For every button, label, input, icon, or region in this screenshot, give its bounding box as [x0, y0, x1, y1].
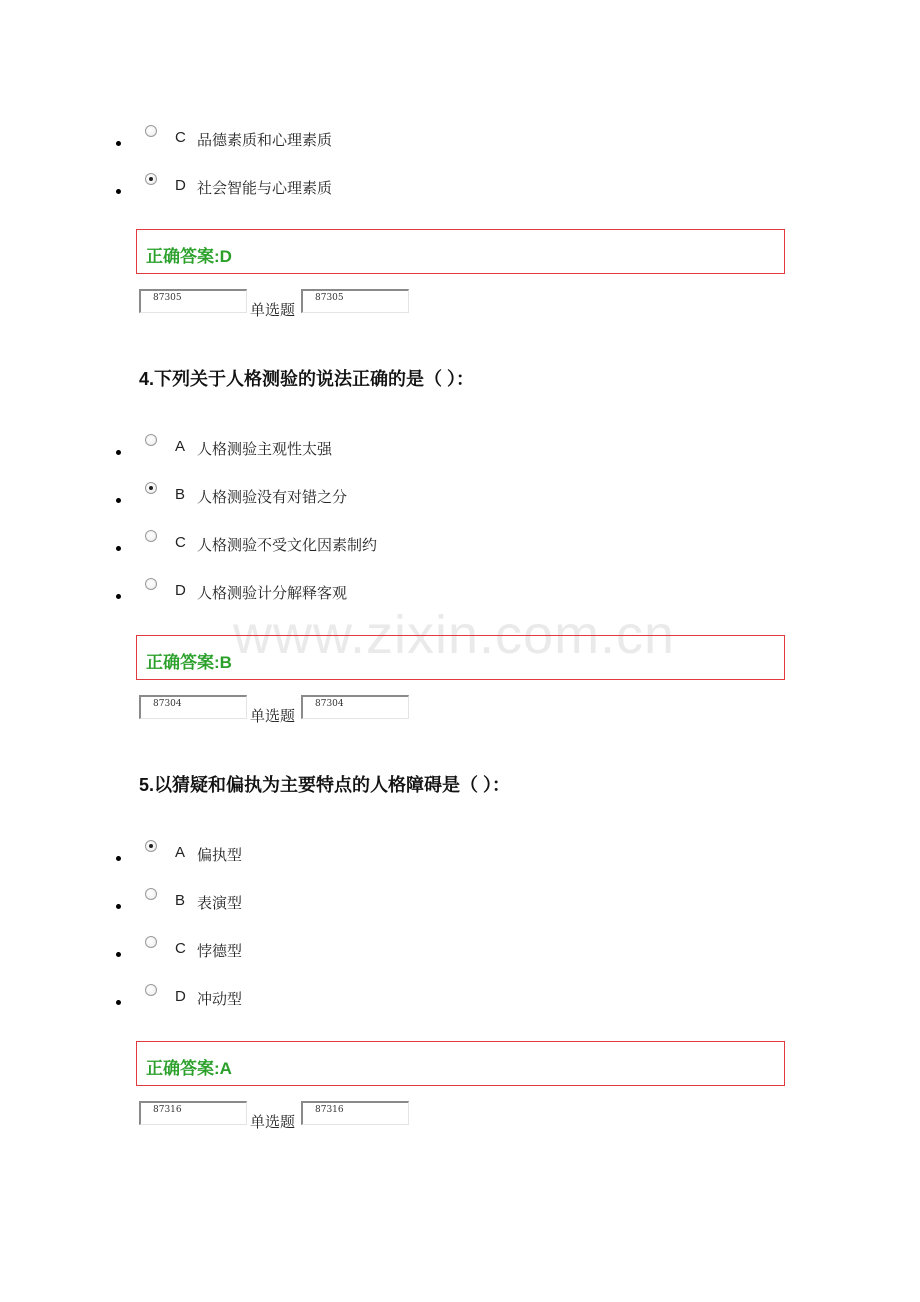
- watermark: www.zixin.com.cn: [233, 605, 676, 665]
- option-text: 冲动型: [197, 990, 243, 1008]
- option-row: [0, 131, 700, 161]
- radio-button[interactable]: [145, 434, 157, 446]
- question-id-row: [139, 1101, 419, 1131]
- option-row: [0, 846, 700, 876]
- radio-button[interactable]: [145, 936, 157, 948]
- option-text: 人格测验不受文化因素制约: [197, 536, 378, 554]
- question-id-field[interactable]: 87305: [301, 289, 409, 313]
- question-id-row: [139, 289, 419, 319]
- bullet: [116, 546, 121, 551]
- correct-answer-box: [136, 635, 785, 680]
- option-text: 偏执型: [197, 846, 243, 864]
- question-id-field[interactable]: 87316: [301, 1101, 409, 1125]
- option-text: 表演型: [197, 894, 243, 912]
- option-row: [0, 990, 700, 1020]
- option-letter: A: [175, 438, 186, 455]
- option-text: 悖德型: [197, 942, 243, 960]
- question-id-field[interactable]: 87305: [139, 289, 247, 313]
- correct-answer: 正确答案:A: [146, 1059, 232, 1078]
- radio-button[interactable]: [145, 578, 157, 590]
- bullet: [116, 1000, 121, 1005]
- question-id-row: [139, 695, 419, 725]
- correct-answer-box: [136, 229, 785, 274]
- option-text: 人格测验没有对错之分: [197, 488, 348, 506]
- option-letter: B: [175, 892, 186, 909]
- bullet: [116, 952, 121, 957]
- option-letter: D: [175, 988, 186, 1005]
- option-row: [0, 488, 700, 518]
- option-text: 人格测验计分解释客观: [197, 584, 348, 602]
- question-type-label: 单选题: [250, 1113, 296, 1131]
- correct-answer: 正确答案:B: [146, 653, 232, 672]
- option-text: 人格测验主观性太强: [197, 440, 333, 458]
- radio-button[interactable]: [145, 125, 157, 137]
- radio-button-selected[interactable]: [145, 840, 157, 852]
- question-type-label: 单选题: [250, 301, 296, 319]
- bullet: [116, 189, 121, 194]
- question-id-field[interactable]: 87316: [139, 1101, 247, 1125]
- radio-button-selected[interactable]: [145, 482, 157, 494]
- bullet: [116, 856, 121, 861]
- option-row: [0, 894, 700, 924]
- radio-button[interactable]: [145, 888, 157, 900]
- question-id-field[interactable]: 87304: [301, 695, 409, 719]
- bullet: [116, 904, 121, 909]
- option-letter: D: [175, 177, 186, 194]
- question-title: 4.下列关于人格测验的说法正确的是（ ）：: [139, 369, 475, 389]
- correct-answer: 正确答案:D: [146, 247, 232, 266]
- question-id-field[interactable]: 87304: [139, 695, 247, 719]
- radio-button[interactable]: [145, 530, 157, 542]
- option-text: 社会智能与心理素质: [197, 179, 333, 197]
- bullet: [116, 498, 121, 503]
- question-title: 5.以猜疑和偏执为主要特点的人格障碍是（ ）：: [139, 775, 511, 795]
- option-row: [0, 942, 700, 972]
- bullet: [116, 450, 121, 455]
- option-letter: B: [175, 486, 186, 503]
- option-text: 品德素质和心理素质: [197, 131, 333, 149]
- option-row: [0, 440, 700, 470]
- question-type-label: 单选题: [250, 707, 296, 725]
- option-row: [0, 179, 700, 209]
- bullet: [116, 141, 121, 146]
- radio-button[interactable]: [145, 984, 157, 996]
- option-letter: A: [175, 844, 186, 861]
- option-letter: D: [175, 582, 186, 599]
- option-letter: C: [175, 940, 186, 957]
- correct-answer-box: [136, 1041, 785, 1086]
- option-row: [0, 536, 700, 566]
- bullet: [116, 594, 121, 599]
- option-letter: C: [175, 534, 186, 551]
- radio-button-selected[interactable]: [145, 173, 157, 185]
- option-letter: C: [175, 129, 186, 146]
